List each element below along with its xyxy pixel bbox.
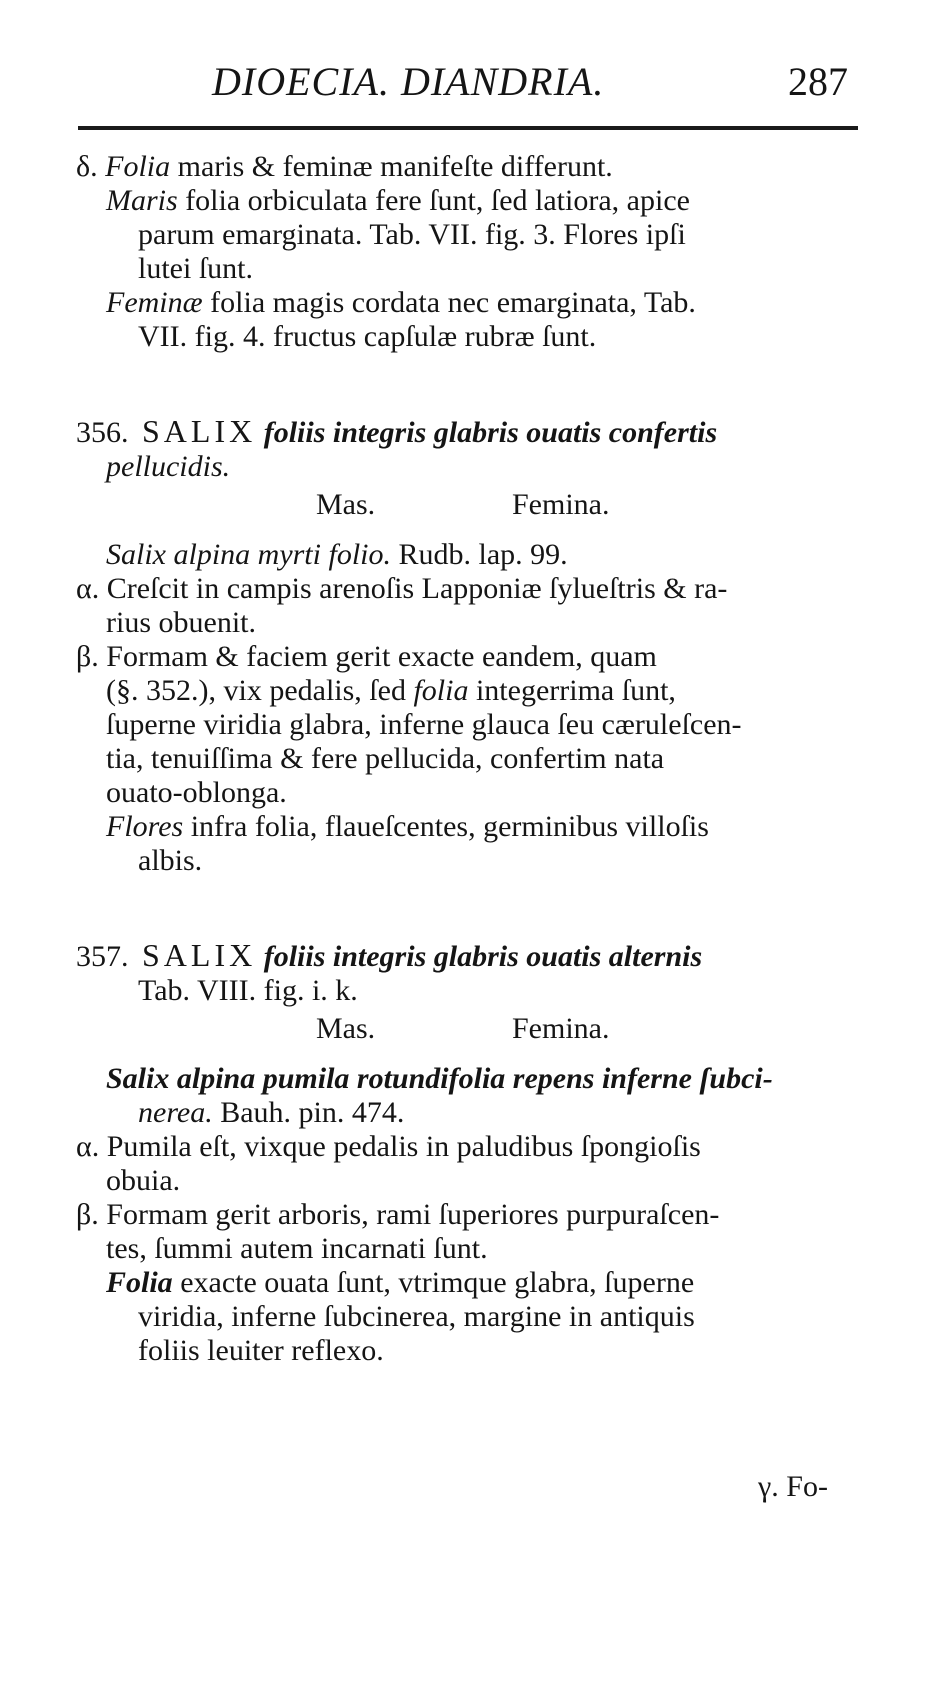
entry-356-beta-5: ouato-oblonga. — [106, 776, 287, 809]
diagnosis: foliis integris glabris ouatis alternis — [263, 940, 703, 973]
beta-marker: β. — [76, 1198, 99, 1231]
delta-line-1: δ. Folia maris & feminæ manifeſte differunt. — [76, 150, 613, 183]
entry-356-synonym: Salix alpina myrti folio. Rudb. lap. 99. — [106, 538, 568, 571]
entry-357-synonym-2: nerea. Bauh. pin. 474. — [138, 1096, 405, 1129]
entry-356-alpha-2: rius obuenit. — [106, 606, 256, 639]
entry-357-folia-3: foliis leuiter reflexo. — [138, 1334, 384, 1367]
entry-357-beta-2: tes, ſummi autem incarnati ſunt. — [106, 1232, 488, 1265]
alpha-marker: α. — [76, 572, 100, 605]
entry-357-alpha-1: α. Pumila eſt, vixque pedalis in paludibus ſpongioſis — [76, 1130, 701, 1163]
entry-357-synonym-1: Salix alpina pumila rotundifolia repens inferne ſubci- — [106, 1062, 773, 1095]
delta-line-2: Maris folia orbiculata fere ſunt, ſed latiora, apice — [106, 184, 690, 217]
entry-356-beta-3: ſuperne viridia glabra, inferne glauca ſeu cæruleſcen- — [106, 708, 742, 741]
delta-line-3: parum emarginata. Tab. VII. fig. 3. Flores ipſi — [138, 218, 686, 251]
entry-356-flores-1: Flores infra folia, flaueſcentes, germinibus villoſis — [106, 810, 709, 843]
running-title: DIOECIA. DIANDRIA. — [212, 59, 605, 104]
entry-357-diagnosis-cont: Tab. VIII. fig. i. k. — [138, 974, 358, 1007]
entry-357-sexes — [76, 1008, 866, 1048]
entry-356-beta-1: β. Formam & faciem gerit exacte eandem, quam — [76, 640, 657, 673]
entry-number: 357. — [76, 940, 129, 973]
delta-line-5: Feminæ folia magis cordata nec emarginata, Tab. — [106, 286, 696, 319]
catchword: γ. Fo- — [758, 1470, 828, 1503]
femina-label: Femina. — [512, 1012, 610, 1045]
body-text — [76, 150, 866, 1368]
beta-marker: β. — [76, 640, 99, 673]
entry-357-beta-1: β. Formam gerit arboris, rami ſuperiores purpuraſcen- — [76, 1198, 720, 1231]
entry-356-beta-2: (§. 352.), vix pedalis, ſed folia integerrima ſunt, — [106, 674, 676, 707]
delta-marker: δ. — [76, 150, 98, 183]
mas-label: Mas. — [316, 1012, 376, 1045]
entry-357-folia-1: Folia exacte ouata ſunt, vtrimque glabra, ſuperne — [106, 1266, 695, 1299]
entry-356-sexes — [76, 484, 866, 524]
alpha-marker: α. — [76, 1130, 100, 1163]
genus-name: SALIX — [142, 413, 257, 449]
entry-356-flores-2: albis. — [138, 844, 203, 877]
entry-number: 356. — [76, 416, 129, 449]
entry-356-alpha-1: α. Creſcit in campis arenoſis Lapponiæ ſylueſtris & ra- — [76, 572, 728, 605]
entry-356-heading — [76, 414, 866, 450]
header-rule — [78, 126, 858, 130]
diagnosis: foliis integris glabris ouatis confertis — [263, 416, 718, 449]
entry-356-diagnosis-cont: pellucidis. — [106, 450, 231, 483]
entry-357-folia-2: viridia, inferne ſubcinerea, margine in antiquis — [138, 1300, 695, 1333]
genus-name: SALIX — [142, 937, 257, 973]
entry-357-alpha-2: obuia. — [106, 1164, 181, 1197]
delta-line-4: lutei ſunt. — [138, 252, 253, 285]
mas-label: Mas. — [316, 488, 376, 521]
femina-label: Femina. — [512, 488, 610, 521]
entry-356-beta-4: tia, tenuiſſima & fere pellucida, confertim nata — [106, 742, 665, 775]
delta-line-6: VII. fig. 4. fructus capſulæ rubræ ſunt. — [138, 320, 597, 353]
page-number: 287 — [788, 59, 848, 104]
entry-357-heading — [76, 938, 866, 974]
page-header — [0, 58, 933, 108]
